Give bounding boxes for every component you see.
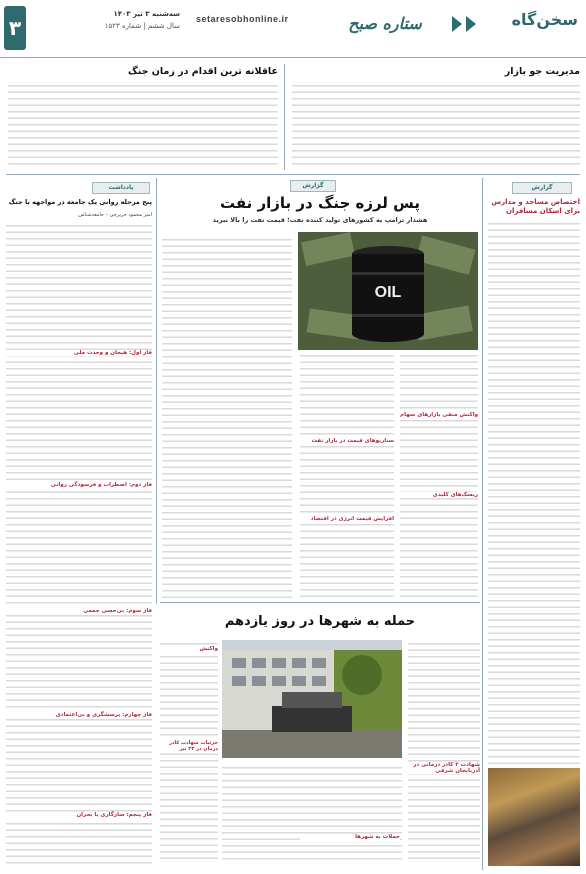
- sidebar-divider: [482, 178, 483, 870]
- top-right-body: [292, 82, 580, 168]
- sidebar-headline: اختصاص مساجد و مدارس برای اسکان مسافران: [491, 198, 580, 215]
- page-header: [0, 0, 586, 58]
- section-title: سخن‌گاه: [511, 10, 578, 29]
- bottom-headline: حمله به شهرها در روز یازدهم: [224, 614, 416, 629]
- header-issue: سال ششم | شماره ۱۵۲۳: [104, 22, 180, 30]
- sidebar-photo: [488, 768, 580, 866]
- main-subhead: افزایش قیمت انرژی در اقتصاد: [300, 516, 394, 522]
- left-column-subhead: فاز پنجم: سازگاری یا بحران: [6, 812, 152, 818]
- double-chevron-icon: [448, 16, 488, 32]
- left-column-subhead: فاز اول: هیجان و وحدت ملی: [6, 350, 152, 356]
- main-body-col-mid: [300, 352, 394, 597]
- top-right-headline: مدیریت جو بازار: [504, 66, 580, 77]
- main-subhead: ریسک‌های کلیدی: [400, 492, 478, 498]
- left-column-tag: یادداشت: [92, 182, 150, 194]
- main-subtitle: هشدار ترامپ به کشورهای تولید کننده نفت؛ قیمت نفت را بالا نبرید: [212, 216, 428, 224]
- hospital-photo-icon: [222, 640, 402, 758]
- oil-label: OIL: [374, 284, 402, 301]
- oil-barrel-photo: [298, 232, 478, 350]
- left-column-body: [6, 222, 152, 866]
- left-column-headline: پنج مرحله روانی یک جامعه در مواجهه با جنگ: [8, 198, 152, 206]
- main-subhead: سناریوهای قیمت در بازار نفت: [300, 438, 394, 444]
- bottom-subhead: جزئیات شهادت کادر درمان در ۲۳ تیر: [160, 740, 218, 752]
- bottom-body-right: [408, 640, 480, 864]
- left-column-author: امیر محمود حریرچی – جامعه‌شناس: [78, 212, 152, 218]
- bottom-subhead: واکنش: [160, 646, 218, 652]
- sidebar-tag: گزارش: [512, 182, 572, 194]
- main-headline: پس لرزه جنگ در بازار نفت: [219, 194, 420, 212]
- main-body-col-right: [400, 352, 478, 597]
- column-divider: [284, 64, 285, 170]
- header-date: سه‌شنبه ۳ تیر ۱۴۰۳: [113, 10, 180, 18]
- horizontal-rule: [6, 174, 580, 175]
- top-left-headline: عاقلانه ترین اقدام در زمان جنگ: [128, 66, 278, 77]
- bottom-body-left: [160, 640, 218, 864]
- header-website-link[interactable]: setaresobhonline.ir: [196, 14, 289, 24]
- bottom-photo: [222, 640, 402, 758]
- top-left-body: [8, 82, 278, 168]
- bottom-caption-right: شهادت ۳ کادر درمانی در آذربایجان شرقی: [408, 762, 480, 774]
- bottom-body-under-photo: [222, 764, 402, 864]
- main-body-col-left: [162, 236, 292, 598]
- page-number-badge: ۳: [4, 6, 26, 50]
- left-column-subhead: فاز سوم: بی‌حسی جمعی: [6, 608, 152, 614]
- bottom-subhead: حملات به شهرها: [300, 834, 400, 840]
- main-divider: [156, 178, 157, 604]
- left-column-subhead: فاز چهارم: پرسشگری و بی‌اعتمادی: [6, 712, 152, 718]
- left-column-subhead: فاز دوم: اضطراب و فرسودگی روانی: [6, 482, 152, 488]
- bottom-rule: [160, 602, 480, 603]
- main-tag: گزارش: [290, 180, 336, 192]
- newspaper-logo: ستاره صبح: [348, 14, 422, 33]
- main-subhead: واکنش منفی بازارهای سهام: [400, 412, 478, 418]
- sidebar-body: [488, 220, 580, 765]
